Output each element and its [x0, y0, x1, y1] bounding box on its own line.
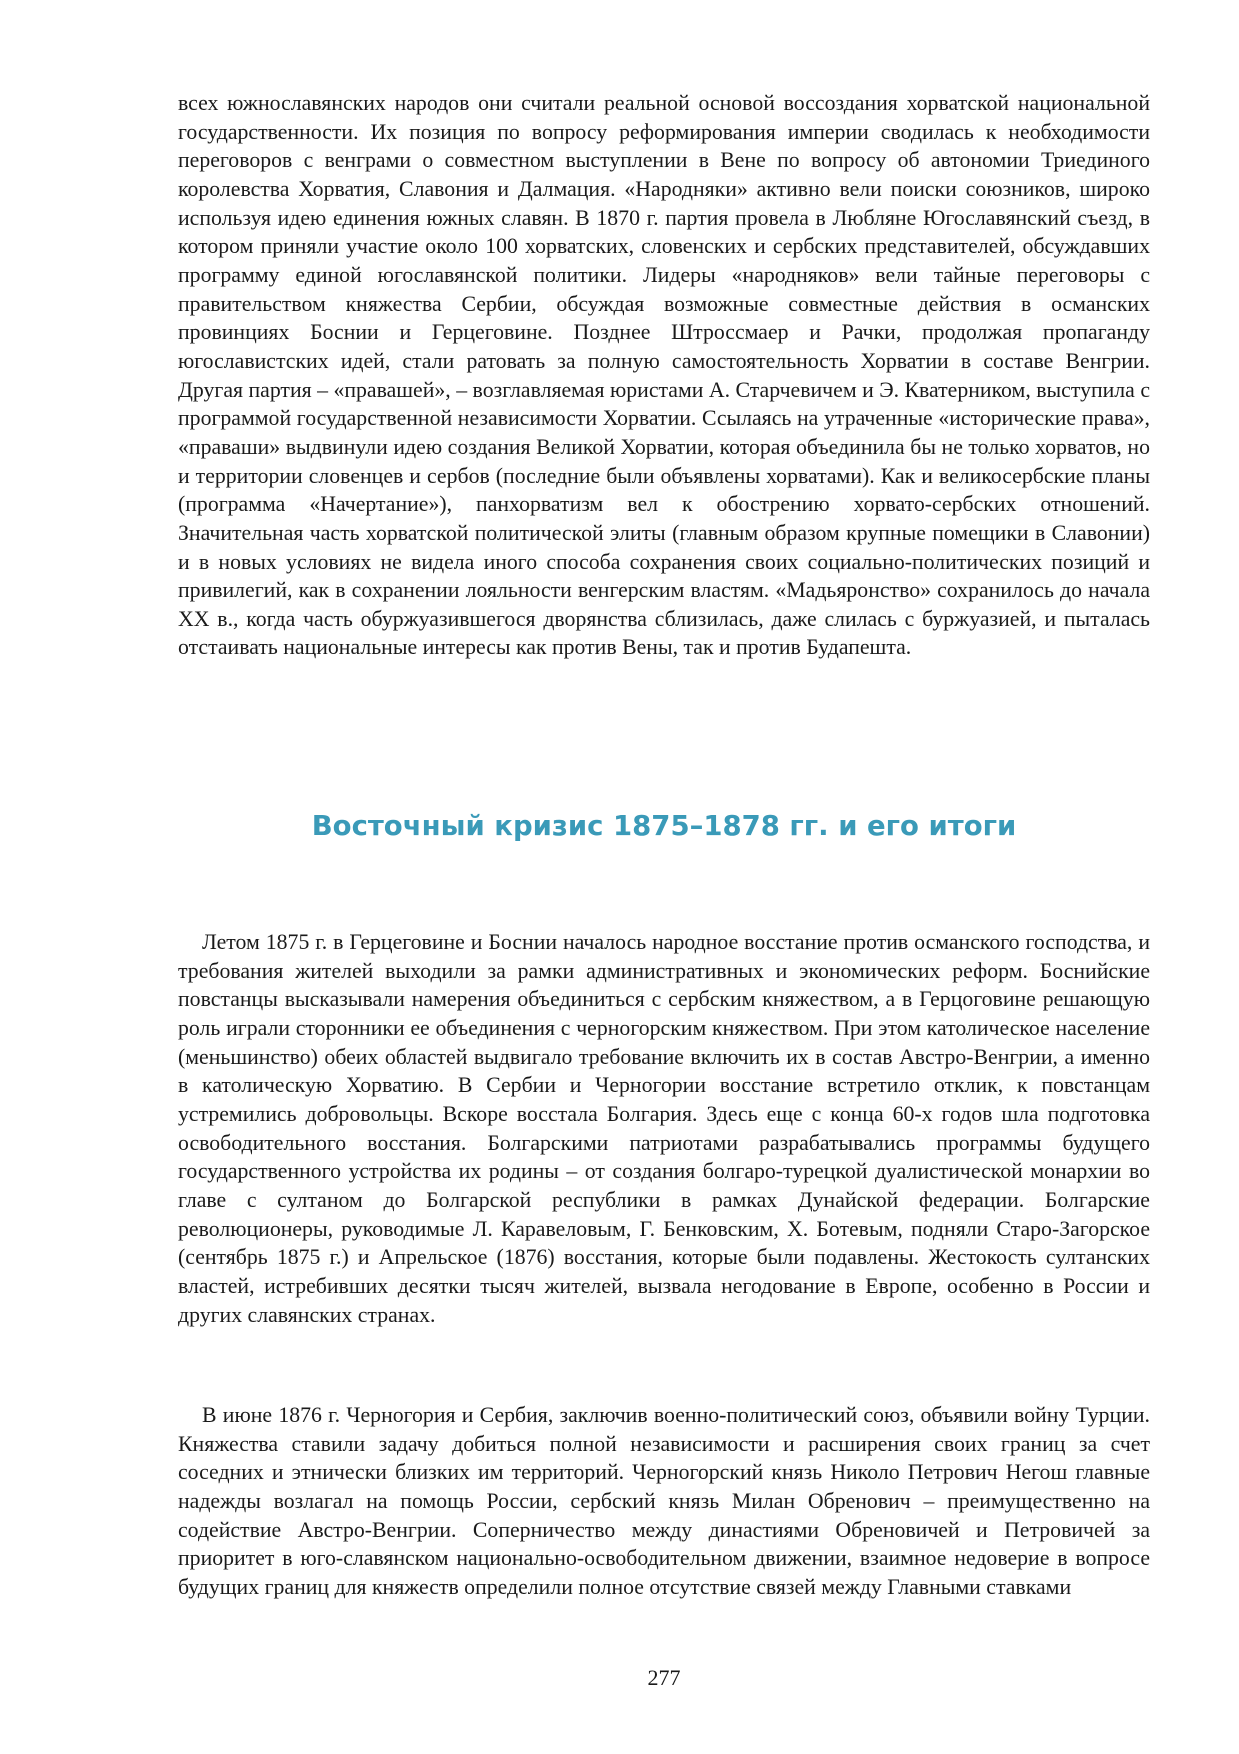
- body-paragraph-intro: всех южнославянских народов они считали реальной основой воссоздания хорватской национальной государственности. Их позиция по вопросу реформирования империи сводилась к необходимости переговоров с венграми о совместном выступлении в Вене по вопросу об автономии Триединого королевства Хорватия, Славония и Далмация. «Народняки» активно вели поиски союзников, широко используя идею единения южных славян. В 1870 г. партия провела в Любляне Югославянский съезд, в котором приняли участие около 100 хорватских, словенских и сербских представителей, обсуждавших программу единой югославянской политики. Лидеры «народняков» вели тайные переговоры с правительством княжества Сербии, обсуждая возможные совместные действия в османских провинциях Боснии и Герцеговине. Позднее Штроссмаер и Рачки, продолжая пропаганду югославистских идей, стали ратовать за полную самостоятельность Хорватии в составе Венгрии. Другая партия – «правашей», – возглавляемая юристами А. Старчевичем и Э. Кватерником, выступила с программой государственной независимости Хорватии. Ссылаясь на утраченные «исторические права», «праваши» выдвинули идею создания Великой Хорватии, которая объединила бы не только хорватов, но и территории словенцев и сербов (последние были объявлены хорватами). Как и великосербские планы (программа «Начертание»), панхорватизм вел к обострению хорвато-сербских отношений. Значительная часть хорватской политической элиты (главным образом крупные помещики в Славонии) и в новых условиях не видела иного способа сохранения своих социально-политических позиций и привилегий, как в сохранении лояльности венгерским властям. «Мадьяронство» сохранилось до начала XX в., когда часть обуржуазившегося дворянства сблизилась, даже слилась с буржуазией, и пыталась отстаивать национальные интересы как против Вены, так и против Будапешта.: [178, 91, 1150, 660]
- body-paragraph-1: Летом 1875 г. в Герцеговине и Боснии началось народное восстание против османского господства, и требования жителей выходили за рамки административных и экономических реформ. Боснийские повстанцы высказывали намерения объединиться с сербским княжеством, а в Герцоговине решающую роль играли сторонники ее объединения с черногорским княжеством. При этом католическое население (меньшинство) обеих областей выдвигало требование включить их в состав Австро-Венгрии, а именно в католическую Хорватию. В Сербии и Черногории восстание встретило отклик, к повстанцам устремились добровольцы. Вскоре восстала Болгария. Здесь еще с конца 60-х годов шла подготовка освободительного восстания. Болгарскими патриотами разрабатывались программы будущего государственного устройства их родины – от создания болгаро-турецкой дуалистической монархии во главе с султаном до Болгарской республики в рамках Дунайской федерации. Болгарские революционеры, руководимые Л. Каравеловым, Г. Бенковским, Х. Ботевым, подняли Старо-Загорское (сентябрь 1875 г.) и Апрельское (1876) восстания, которые были подавлены. Жестокость султанских властей, истребивших десятки тысяч жителей, вызвала негодование в Европе, особенно в России и других славянских странах.: [178, 930, 1150, 1327]
- section-heading: Восточный кризис 1875–1878 гг. и его итоги: [311, 810, 1017, 842]
- body-paragraph-2: В июне 1876 г. Черногория и Сербия, заключив военно-политический союз, объявили войну Турции. Княжества ставили задачу добиться полной независимости и расширения своих границ за счет соседних и этнически близких им территорий. Черногорский князь Николо Петрович Негош главные надежды возлагал на помощь России, сербский князь Милан Обренович – преимущественно на содействие Австро-Венгрии. Соперничество между династиями Обреновичей и Петровичей за приоритет в юго-славянском национально-освободительном движении, взаимное недоверие в вопросе будущих границ для княжеств определили полное отсутствие связей между Главными ставками: [178, 1403, 1150, 1599]
- page-number: 277: [647, 1665, 681, 1690]
